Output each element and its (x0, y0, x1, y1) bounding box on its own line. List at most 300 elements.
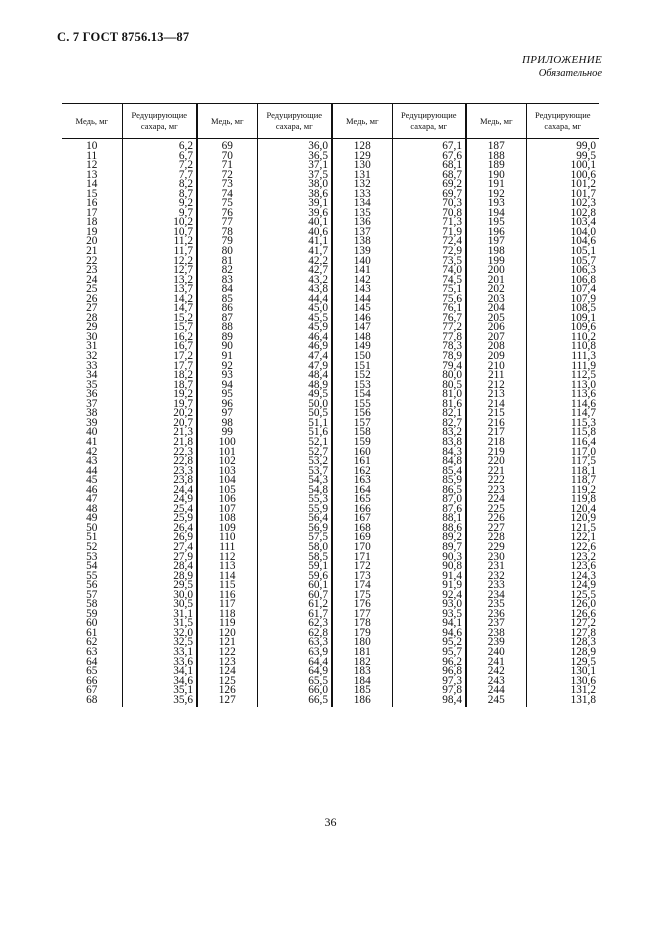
copper-mg-cell: 214 (466, 400, 526, 410)
copper-mg-cell: 228 (466, 533, 526, 543)
copper-mg-cell: 17 (86, 206, 98, 219)
reducing-sugar-mg-cell: 118,7 (526, 476, 599, 486)
copper-mg-cell: 222 (466, 476, 526, 486)
reducing-sugar-mg-cell: 37,5 (257, 171, 332, 181)
reducing-sugar-mg-cell: 110,8 (526, 342, 599, 352)
table-row (62, 591, 599, 601)
copper-mg-cell: 102 (197, 457, 257, 467)
copper-mg-cell: 27 (86, 302, 98, 315)
reducing-sugar-mg-cell: 11,2 (122, 237, 197, 247)
copper-mg-cell: 162 (332, 467, 392, 477)
reducing-sugar-mg-cell: 105,7 (526, 257, 599, 267)
copper-mg-cell: 97 (197, 409, 257, 419)
reducing-sugar-mg-cell: 42,7 (257, 266, 332, 276)
reducing-sugar-mg-cell: 32,0 (122, 629, 197, 639)
copper-mg-cell: 188 (466, 152, 526, 162)
reducing-sugar-mg-cell: 33,6 (122, 658, 197, 668)
reducing-sugar-mg-cell: 54,3 (257, 476, 332, 486)
copper-mg-cell: 45 (86, 474, 98, 487)
reducing-sugar-mg-cell: 85,4 (392, 467, 466, 477)
copper-mg-cell: 197 (466, 237, 526, 247)
reducing-sugar-mg-cell: 46,9 (257, 342, 332, 352)
reducing-sugar-mg-cell: 21,8 (122, 438, 197, 448)
copper-mg-cell: 57 (86, 588, 98, 601)
reducing-sugar-mg-cell: 22,8 (122, 457, 197, 467)
reducing-sugar-mg-cell: 88,1 (392, 514, 466, 524)
copper-mg-cell: 25 (86, 283, 98, 296)
reducing-sugar-mg-cell: 84,8 (392, 457, 466, 467)
reducing-sugar-mg-cell: 57,5 (257, 533, 332, 543)
copper-mg-cell: 121 (197, 638, 257, 648)
reducing-sugar-mg-cell: 33,1 (122, 648, 197, 658)
reducing-sugar-mg-cell: 114,6 (526, 400, 599, 410)
reducing-sugar-mg-cell: 101,7 (526, 190, 599, 200)
copper-mg-cell: 34 (86, 369, 98, 382)
column-header: Редуцирующие сахара, мг (392, 104, 466, 139)
reducing-sugar-mg-cell: 9,7 (122, 209, 197, 219)
copper-mg-cell: 106 (197, 495, 257, 505)
copper-mg-cell: 213 (466, 390, 526, 400)
reducing-sugar-mg-cell: 74,0 (392, 266, 466, 276)
reducing-sugar-mg-cell: 24,4 (122, 486, 197, 496)
copper-mg-cell: 103 (197, 467, 257, 477)
reducing-sugar-mg-cell: 128,9 (526, 648, 599, 658)
copper-mg-cell: 189 (466, 161, 526, 171)
copper-mg-cell: 10 (86, 140, 98, 152)
copper-mg-cell: 141 (332, 266, 392, 276)
copper-mg-cell: 23 (86, 264, 98, 277)
reducing-sugar-mg-cell: 69,2 (392, 180, 466, 190)
copper-mg-cell: 129 (332, 152, 392, 162)
column-header: Редуцирующие сахара, мг (257, 104, 332, 139)
table-row (62, 619, 599, 629)
table-row (62, 677, 599, 687)
reducing-sugar-mg-cell: 62,3 (257, 619, 332, 629)
copper-mg-cell: 48 (86, 502, 98, 515)
reducing-sugar-mg-cell: 35,6 (122, 696, 197, 708)
reducing-sugar-mg-cell: 130,6 (526, 677, 599, 687)
reducing-sugar-mg-cell: 106,8 (526, 276, 599, 286)
table-row (62, 323, 599, 333)
reducing-sugar-mg-cell: 47,9 (257, 362, 332, 372)
copper-mg-cell: 105 (197, 486, 257, 496)
copper-mg-cell: 145 (332, 304, 392, 314)
copper-mg-cell: 221 (466, 467, 526, 477)
copper-mg-cell: 110 (197, 533, 257, 543)
reducing-sugar-mg-cell: 116,4 (526, 438, 599, 448)
reducing-sugar-mg-cell: 131,2 (526, 686, 599, 696)
reducing-sugar-mg-cell: 6,2 (122, 139, 197, 152)
copper-mg-cell: 55 (86, 569, 98, 582)
table-row (62, 171, 599, 181)
reducing-sugar-mg-cell: 75,1 (392, 285, 466, 295)
copper-mg-cell: 167 (332, 514, 392, 524)
reducing-sugar-mg-cell: 93,5 (392, 610, 466, 620)
copper-mg-cell: 109 (197, 524, 257, 534)
copper-mg-cell: 146 (332, 314, 392, 324)
reducing-sugar-mg-cell: 19,2 (122, 390, 197, 400)
reducing-sugar-mg-cell: 115,8 (526, 428, 599, 438)
copper-mg-cell: 46 (86, 483, 98, 496)
reducing-sugar-mg-cell: 76,7 (392, 314, 466, 324)
reducing-sugar-mg-cell: 120,4 (526, 505, 599, 515)
copper-mg-cell: 76 (197, 209, 257, 219)
reducing-sugar-mg-cell: 72,9 (392, 247, 466, 257)
copper-mg-cell: 73 (197, 180, 257, 190)
reducing-sugar-mg-cell: 7,2 (122, 161, 197, 171)
reducing-sugar-mg-cell: 105,1 (526, 247, 599, 257)
copper-mg-cell: 61 (86, 626, 98, 639)
reducing-sugar-mg-cell: 20,7 (122, 419, 197, 429)
copper-mg-cell: 216 (466, 419, 526, 429)
copper-mg-cell: 161 (332, 457, 392, 467)
copper-mg-cell: 93 (197, 371, 257, 381)
copper-mg-cell: 148 (332, 333, 392, 343)
table-row (62, 257, 599, 267)
copper-mg-cell: 230 (466, 553, 526, 563)
reducing-sugar-mg-cell: 80,0 (392, 371, 466, 381)
copper-mg-cell: 33 (86, 359, 98, 372)
copper-mg-cell: 201 (466, 276, 526, 286)
reducing-sugar-mg-cell: 10,7 (122, 228, 197, 238)
copper-mg-cell: 79 (197, 237, 257, 247)
reducing-sugar-mg-cell: 31,1 (122, 610, 197, 620)
copper-mg-cell: 108 (197, 514, 257, 524)
copper-mg-cell: 150 (332, 352, 392, 362)
table-row (62, 524, 599, 534)
reducing-sugar-mg-cell: 16,7 (122, 342, 197, 352)
reducing-sugar-mg-cell: 96,8 (392, 667, 466, 677)
reducing-sugar-mg-cell: 38,6 (257, 190, 332, 200)
copper-mg-cell: 179 (332, 629, 392, 639)
copper-mg-cell: 164 (332, 486, 392, 496)
copper-mg-cell: 120 (197, 629, 257, 639)
copper-mg-cell: 229 (466, 543, 526, 553)
reducing-sugar-mg-cell: 80,5 (392, 381, 466, 391)
table-row (62, 667, 599, 677)
copper-mg-cell: 245 (466, 696, 526, 708)
reducing-sugar-mg-cell: 102,3 (526, 199, 599, 209)
reducing-sugar-mg-cell: 126,0 (526, 600, 599, 610)
reducing-sugar-mg-cell: 69,7 (392, 190, 466, 200)
reducing-sugar-mg-cell: 14,7 (122, 304, 197, 314)
copper-mg-cell: 92 (197, 362, 257, 372)
reducing-sugar-mg-cell: 99,5 (526, 152, 599, 162)
reducing-sugar-mg-cell: 117,5 (526, 457, 599, 467)
reducing-sugar-mg-cell: 96,2 (392, 658, 466, 668)
table-row (62, 295, 599, 305)
copper-mg-cell: 56 (86, 579, 98, 592)
reducing-sugar-mg-cell: 28,4 (122, 562, 197, 572)
copper-mg-cell: 232 (466, 572, 526, 582)
copper-mg-cell: 225 (466, 505, 526, 515)
copper-mg-cell: 199 (466, 257, 526, 267)
table-row (62, 581, 599, 591)
reducing-sugar-mg-cell: 12,2 (122, 257, 197, 267)
copper-mg-cell: 185 (332, 686, 392, 696)
reducing-sugar-mg-cell: 115,3 (526, 419, 599, 429)
reducing-sugar-mg-cell: 90,8 (392, 562, 466, 572)
table-row (62, 457, 599, 467)
copper-mg-cell: 200 (466, 266, 526, 276)
copper-mg-cell: 209 (466, 352, 526, 362)
reducing-sugar-mg-cell: 68,1 (392, 161, 466, 171)
reducing-sugar-mg-cell: 64,4 (257, 658, 332, 668)
appendix-label (522, 54, 602, 80)
copper-mg-cell: 218 (466, 438, 526, 448)
reducing-sugar-mg-cell: 87,0 (392, 495, 466, 505)
reducing-sugar-mg-cell: 41,7 (257, 247, 332, 257)
reducing-sugar-mg-cell: 53,2 (257, 457, 332, 467)
copper-mg-cell: 127 (197, 696, 257, 708)
reducing-sugar-mg-cell: 86,5 (392, 486, 466, 496)
copper-mg-cell: 68 (86, 693, 98, 706)
copper-mg-cell: 35 (86, 378, 98, 391)
reducing-sugar-mg-cell: 70,8 (392, 209, 466, 219)
copper-mg-cell: 118 (197, 610, 257, 620)
reducing-sugar-mg-cell: 68,7 (392, 171, 466, 181)
reducing-sugar-mg-cell: 95,2 (392, 638, 466, 648)
copper-mg-cell: 130 (332, 161, 392, 171)
table-row (62, 362, 599, 372)
copper-mg-cell: 151 (332, 362, 392, 372)
copper-mg-cell: 94 (197, 381, 257, 391)
reducing-sugar-mg-cell: 13,7 (122, 285, 197, 295)
reducing-sugar-mg-cell: 107,9 (526, 295, 599, 305)
table-row (62, 247, 599, 257)
reducing-sugar-mg-cell: 83,2 (392, 428, 466, 438)
reducing-sugar-mg-cell: 50,0 (257, 400, 332, 410)
copper-mg-cell: 50 (86, 521, 98, 534)
copper-mg-cell: 174 (332, 581, 392, 591)
copper-mg-cell: 231 (466, 562, 526, 572)
copper-mg-cell: 153 (332, 381, 392, 391)
copper-mg-cell: 202 (466, 285, 526, 295)
copper-mg-cell: 49 (86, 512, 98, 525)
copper-mg-cell: 75 (197, 199, 257, 209)
copper-mg-cell: 59 (86, 607, 98, 620)
reducing-sugar-mg-cell: 7,7 (122, 171, 197, 181)
reducing-sugar-mg-cell: 121,5 (526, 524, 599, 534)
reducing-sugar-mg-cell: 28,9 (122, 572, 197, 582)
reducing-sugar-mg-cell: 117,0 (526, 448, 599, 458)
reducing-sugar-mg-cell: 120,9 (526, 514, 599, 524)
copper-mg-cell: 74 (197, 190, 257, 200)
reducing-sugar-mg-cell: 56,9 (257, 524, 332, 534)
reducing-sugar-mg-cell: 82,7 (392, 419, 466, 429)
reducing-sugar-mg-cell: 36,5 (257, 152, 332, 162)
reducing-sugar-mg-cell: 6,7 (122, 152, 197, 162)
reducing-sugar-mg-cell: 110,2 (526, 333, 599, 343)
copper-mg-cell: 100 (197, 438, 257, 448)
copper-mg-cell: 206 (466, 323, 526, 333)
reducing-sugar-mg-cell: 55,3 (257, 495, 332, 505)
copper-mg-cell: 31 (86, 340, 98, 353)
reducing-sugar-mg-cell: 45,0 (257, 304, 332, 314)
reducing-sugar-mg-cell: 62,8 (257, 629, 332, 639)
copper-mg-cell: 140 (332, 257, 392, 267)
copper-mg-cell: 163 (332, 476, 392, 486)
reducing-sugar-mg-cell: 118,1 (526, 467, 599, 477)
copper-mg-cell: 176 (332, 600, 392, 610)
reducing-sugar-mg-cell: 127,2 (526, 619, 599, 629)
copper-mg-cell: 152 (332, 371, 392, 381)
copper-mg-cell: 168 (332, 524, 392, 534)
reducing-sugar-mg-cell: 10,2 (122, 218, 197, 228)
reducing-sugar-mg-cell: 124,9 (526, 581, 599, 591)
copper-mg-cell: 15 (86, 187, 98, 200)
reducing-sugar-mg-cell: 44,4 (257, 295, 332, 305)
reducing-sugar-mg-cell: 45,9 (257, 323, 332, 333)
reducing-sugar-mg-cell: 108,5 (526, 304, 599, 314)
reducing-sugar-mg-cell: 112,5 (526, 371, 599, 381)
copper-sugar-table (62, 103, 599, 707)
copper-mg-cell: 98 (197, 419, 257, 429)
copper-mg-cell: 170 (332, 543, 392, 553)
reducing-sugar-mg-cell: 35,1 (122, 686, 197, 696)
table-row (62, 152, 599, 162)
copper-mg-cell: 42 (86, 445, 98, 458)
copper-mg-cell: 190 (466, 171, 526, 181)
reducing-sugar-mg-cell: 8,7 (122, 190, 197, 200)
copper-mg-cell: 194 (466, 209, 526, 219)
table-row (62, 514, 599, 524)
reducing-sugar-mg-cell: 11,7 (122, 247, 197, 257)
page-header: С. 7 ГОСТ 8756.13—87 (57, 30, 190, 44)
copper-mg-cell: 172 (332, 562, 392, 572)
table-row (62, 390, 599, 400)
copper-mg-cell: 154 (332, 390, 392, 400)
copper-mg-cell: 89 (197, 333, 257, 343)
reducing-sugar-mg-cell: 8,2 (122, 180, 197, 190)
table-row (62, 285, 599, 295)
reducing-sugar-mg-cell: 40,6 (257, 228, 332, 238)
table-row (62, 505, 599, 515)
copper-mg-cell: 239 (466, 638, 526, 648)
table-row (62, 237, 599, 247)
table-body (62, 139, 599, 708)
table-row (62, 438, 599, 448)
reducing-sugar-mg-cell: 43,2 (257, 276, 332, 286)
reducing-sugar-mg-cell: 83,8 (392, 438, 466, 448)
reducing-sugar-mg-cell: 52,1 (257, 438, 332, 448)
copper-mg-cell: 44 (86, 464, 98, 477)
copper-mg-cell: 187 (466, 139, 526, 152)
copper-mg-cell: 134 (332, 199, 392, 209)
copper-mg-cell: 210 (466, 362, 526, 372)
reducing-sugar-mg-cell: 50,5 (257, 409, 332, 419)
reducing-sugar-mg-cell: 13,2 (122, 276, 197, 286)
copper-mg-cell: 83 (197, 276, 257, 286)
reducing-sugar-mg-cell: 77,2 (392, 323, 466, 333)
table-row (62, 352, 599, 362)
reducing-sugar-mg-cell: 71,9 (392, 228, 466, 238)
reducing-sugar-mg-cell: 60,1 (257, 581, 332, 591)
copper-mg-cell: 240 (466, 648, 526, 658)
reducing-sugar-mg-cell: 47,4 (257, 352, 332, 362)
copper-mg-cell: 87 (197, 314, 257, 324)
copper-mg-cell: 220 (466, 457, 526, 467)
copper-mg-cell: 205 (466, 314, 526, 324)
copper-mg-cell: 165 (332, 495, 392, 505)
copper-mg-cell: 131 (332, 171, 392, 181)
copper-mg-cell: 242 (466, 667, 526, 677)
table-row (62, 543, 599, 553)
table-row (62, 314, 599, 324)
copper-mg-cell: 138 (332, 237, 392, 247)
reducing-sugar-mg-cell: 23,3 (122, 467, 197, 477)
copper-mg-cell: 159 (332, 438, 392, 448)
table-row (62, 218, 599, 228)
reducing-sugar-mg-cell: 101,2 (526, 180, 599, 190)
copper-mg-cell: 219 (466, 448, 526, 458)
reducing-sugar-mg-cell: 122,6 (526, 543, 599, 553)
reducing-sugar-mg-cell: 31,5 (122, 619, 197, 629)
copper-mg-cell: 36 (86, 388, 98, 401)
copper-mg-cell: 20 (86, 235, 98, 248)
reducing-sugar-mg-cell: 70,3 (392, 199, 466, 209)
copper-mg-cell: 84 (197, 285, 257, 295)
column-header: Медь, мг (197, 104, 257, 139)
copper-mg-cell: 19 (86, 225, 98, 238)
reducing-sugar-mg-cell: 107,4 (526, 285, 599, 295)
column-header: Редуцирующие сахара, мг (526, 104, 599, 139)
reducing-sugar-mg-cell: 100,6 (526, 171, 599, 181)
table-row (62, 428, 599, 438)
copper-mg-cell: 226 (466, 514, 526, 524)
appendix-title: ПРИЛОЖЕНИЕ (522, 54, 602, 66)
reducing-sugar-mg-cell: 97,3 (392, 677, 466, 687)
reducing-sugar-mg-cell: 87,6 (392, 505, 466, 515)
copper-mg-cell: 64 (86, 655, 98, 668)
reducing-sugar-mg-cell: 37,1 (257, 161, 332, 171)
copper-mg-cell: 235 (466, 600, 526, 610)
reducing-sugar-mg-cell: 15,7 (122, 323, 197, 333)
reducing-sugar-mg-cell: 129,5 (526, 658, 599, 668)
reducing-sugar-mg-cell: 91,4 (392, 572, 466, 582)
copper-mg-cell: 13 (86, 168, 98, 181)
reducing-sugar-mg-cell: 32,5 (122, 638, 197, 648)
copper-mg-cell: 128 (332, 139, 392, 152)
reducing-sugar-mg-cell: 102,8 (526, 209, 599, 219)
reducing-sugar-mg-cell: 64,9 (257, 667, 332, 677)
copper-mg-cell: 135 (332, 209, 392, 219)
reducing-sugar-mg-cell: 111,9 (526, 362, 599, 372)
copper-mg-cell: 52 (86, 540, 98, 553)
reducing-sugar-mg-cell: 51,6 (257, 428, 332, 438)
reducing-sugar-mg-cell: 21,3 (122, 428, 197, 438)
reducing-sugar-mg-cell: 114,7 (526, 409, 599, 419)
copper-mg-cell: 58 (86, 598, 98, 611)
copper-mg-cell: 40 (86, 426, 98, 439)
copper-mg-cell: 62 (86, 636, 98, 649)
copper-mg-cell: 53 (86, 550, 98, 563)
copper-mg-cell: 171 (332, 553, 392, 563)
reducing-sugar-mg-cell: 26,9 (122, 533, 197, 543)
reducing-sugar-mg-cell: 127,8 (526, 629, 599, 639)
reducing-sugar-mg-cell: 73,5 (392, 257, 466, 267)
copper-mg-cell: 180 (332, 638, 392, 648)
table-row (62, 476, 599, 486)
copper-mg-cell: 160 (332, 448, 392, 458)
reducing-sugar-mg-cell: 98,4 (392, 696, 466, 708)
reducing-sugar-mg-cell: 76,1 (392, 304, 466, 314)
reducing-sugar-mg-cell: 17,7 (122, 362, 197, 372)
copper-mg-cell: 175 (332, 591, 392, 601)
reducing-sugar-mg-cell: 36,0 (257, 139, 332, 152)
copper-mg-cell: 71 (197, 161, 257, 171)
reducing-sugar-mg-cell: 75,6 (392, 295, 466, 305)
